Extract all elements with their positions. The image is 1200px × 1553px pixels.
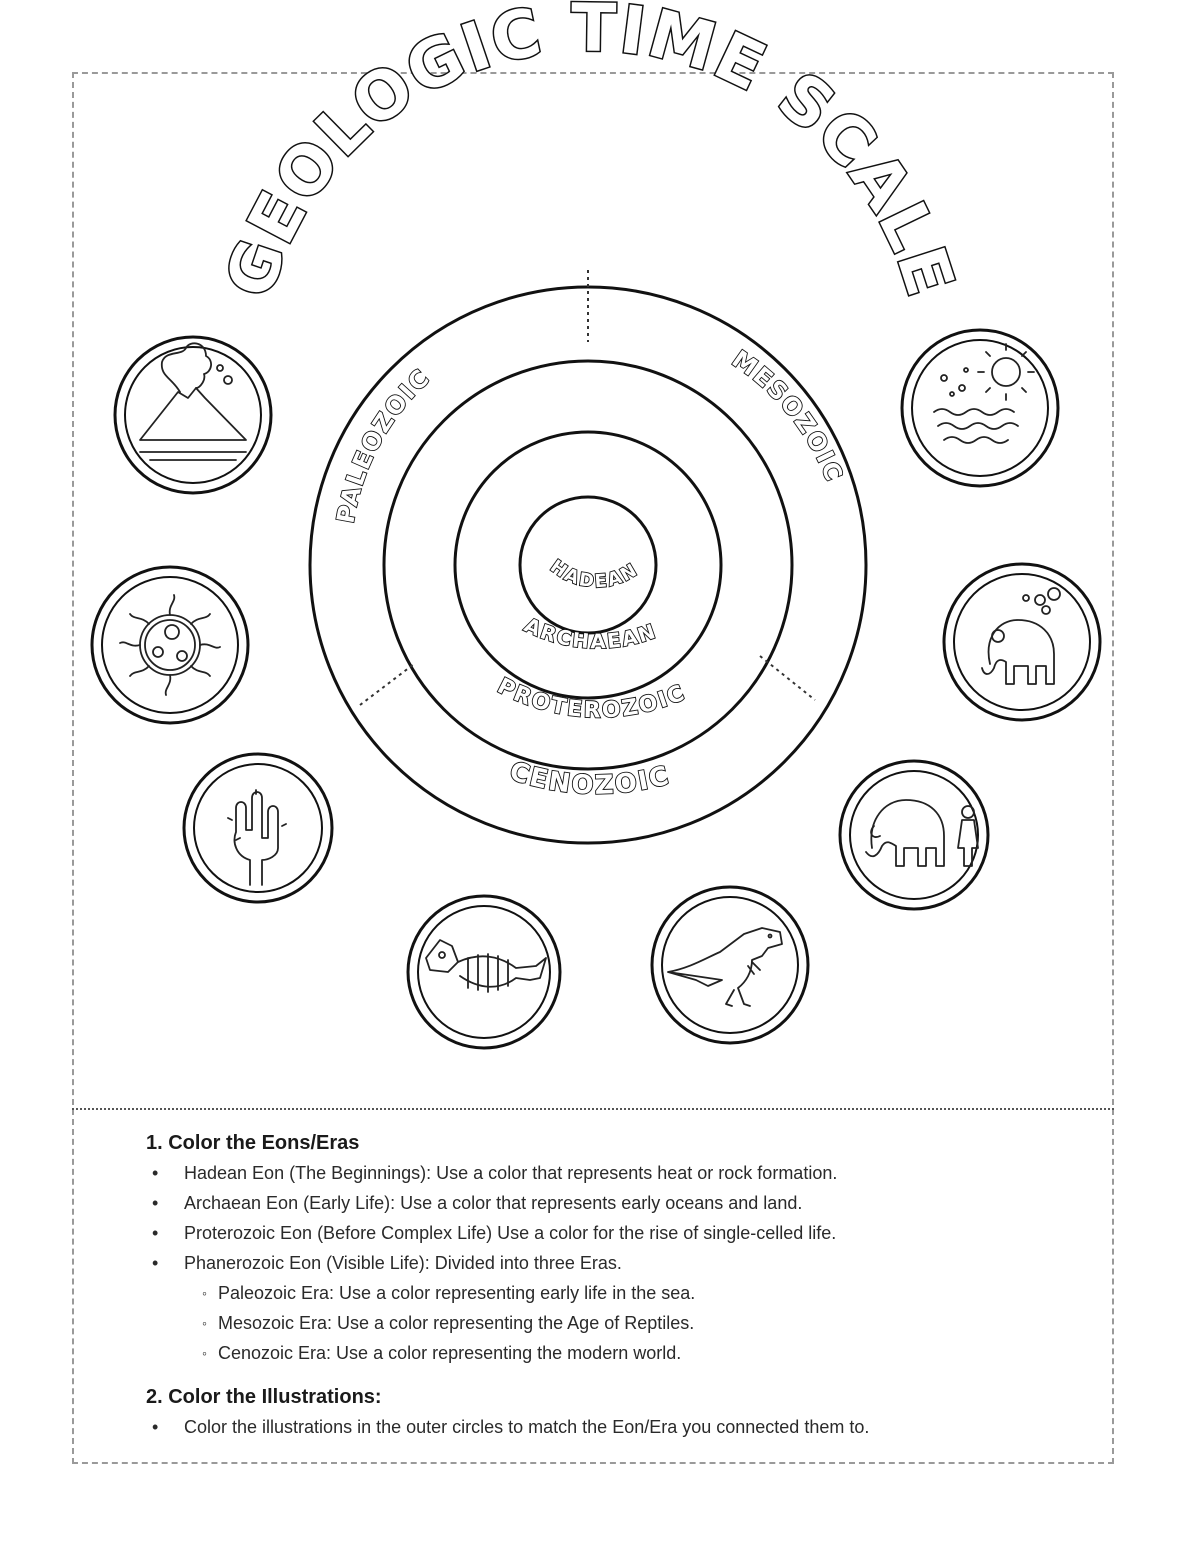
microbe-icon xyxy=(92,567,248,723)
page-title: GEOLOGIC TIME SCALE xyxy=(210,0,970,307)
label-archaean: ARCHAEAN xyxy=(520,612,661,654)
volcano-icon xyxy=(115,337,271,493)
list-item: • Color the illustrations in the outer circles to match the Eon/Era you connected them to. xyxy=(146,1412,1086,1442)
ring-phanerozoic xyxy=(310,287,866,843)
instructions xyxy=(146,1128,1086,1442)
sub-list-item: ◦ Mesozoic Era: Use a color representing the Age of Reptiles. xyxy=(146,1308,1086,1338)
list-item: • Hadean Eon (The Beginnings): Use a color that represents heat or rock formation. xyxy=(146,1158,1086,1188)
cactus-icon xyxy=(184,754,332,902)
list-item: • Proterozoic Eon (Before Complex Life) Use a color for the rise of single-celled life. xyxy=(146,1218,1086,1248)
label-cenozoic: CENOZOIC xyxy=(505,756,674,801)
section2-heading: 2. Color the Illustrations: xyxy=(146,1386,382,1408)
section1-list xyxy=(146,1158,1086,1368)
list-item: • Archaean Eon (Early Life): Use a color that represents early oceans and land. xyxy=(146,1188,1086,1218)
list-item: • Phanerozoic Eon (Visible Life): Divided into three Eras. xyxy=(146,1248,1086,1278)
ring-hadean xyxy=(520,497,656,633)
ocean-sun-icon xyxy=(902,330,1058,486)
fossil-skeleton-icon xyxy=(408,896,560,1048)
sub-list-item: ◦ Cenozoic Era: Use a color representing the modern world. xyxy=(146,1338,1086,1368)
mammoth-and-human-icon xyxy=(840,761,988,909)
label-hadean: HADEAN xyxy=(546,555,643,593)
label-paleozoic: PALEOZOIC xyxy=(331,362,436,526)
section2-list xyxy=(146,1412,1086,1442)
mammoth-bubbles-icon xyxy=(944,564,1100,720)
label-mesozoic: MESOZOIC xyxy=(726,344,849,487)
section-divider xyxy=(72,1108,1114,1110)
label-proterozoic: PROTEROZOIC xyxy=(493,673,690,724)
section1-heading: 1. Color the Eons/Eras xyxy=(146,1132,360,1154)
trex-icon xyxy=(652,887,808,1043)
ring-archaean xyxy=(455,432,721,698)
sub-list-item: ◦ Paleozoic Era: Use a color representing early life in the sea. xyxy=(146,1278,1086,1308)
separator-left xyxy=(360,664,414,705)
